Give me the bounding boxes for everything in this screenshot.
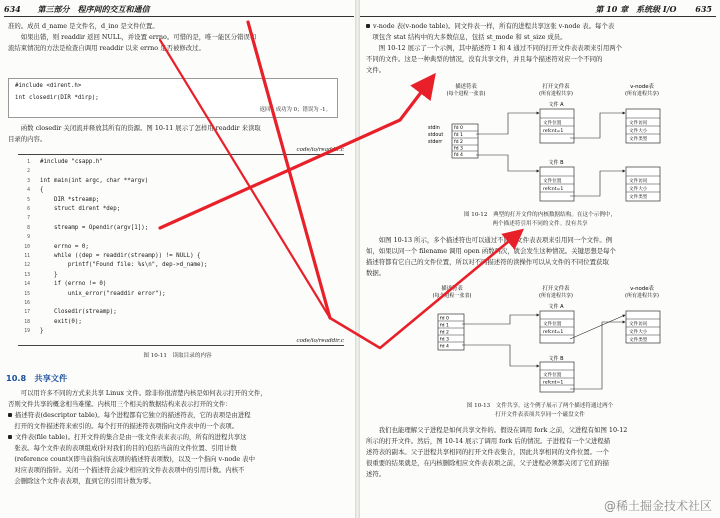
fig12-vnode: 文件大小 bbox=[629, 187, 648, 192]
body-line: 不同的文件。这是一种典型的情况，没有共享文件，并且每个描述符对应一个不同的 bbox=[366, 55, 603, 63]
code-line-number: 6 bbox=[27, 207, 30, 212]
fig12-pos: 文件位置 bbox=[543, 179, 562, 184]
code-line bbox=[18, 177, 344, 186]
figure-10-12 bbox=[380, 80, 700, 206]
left-running-header bbox=[4, 4, 354, 17]
bullet-item: 描述符表(descriptor table)。每个进程都有它独立的描述符表，它的表项是由进程 bbox=[8, 411, 251, 421]
fig12-ref: refcnt=1 bbox=[543, 187, 564, 192]
fig13-fd: fd 3 bbox=[440, 337, 449, 343]
body-line: 述符表的副本。父子进程共享相同的打开文件表集合，因此共享相同的文件位置。一个 bbox=[366, 448, 609, 456]
fig12-fd: fd 2 bbox=[454, 140, 463, 145]
code-file-bar-bottom bbox=[18, 337, 344, 346]
code-line bbox=[18, 243, 344, 252]
body-line: 打开的文件描述符来索引的。每个打开的描述符表项指向文件表中的一个表项。 bbox=[8, 422, 239, 430]
fig12-fd: fd 1 bbox=[454, 133, 463, 138]
left-page bbox=[0, 0, 355, 518]
code-line-text: } bbox=[40, 271, 58, 278]
code-line bbox=[18, 224, 344, 233]
fig13-fileB: 文件 B bbox=[548, 356, 564, 362]
body-line: 否则文件共享的概念相当难懂。内核用三个相关的数据结构来表示打开的文件： bbox=[8, 400, 232, 408]
body-line: 如图 10-13 所示，多个描述符也可以通过不同的文件表表项来引用同一个文件。例 bbox=[366, 236, 613, 244]
fig13-subhead: (每个进程一张表) bbox=[432, 293, 472, 299]
code-file-bar-top bbox=[18, 146, 344, 155]
para-closedir: 函数 closedir 关闭流并释放其所有的资源。图 10-11 展示了怎样用 readdir 来读取 bbox=[8, 124, 261, 132]
fig12-vnode: 文件大小 bbox=[629, 129, 648, 134]
fig13-vnode: 文件大小 bbox=[629, 330, 648, 335]
code-line bbox=[18, 167, 344, 176]
fig12-subhead: (每个进程一张表) bbox=[446, 91, 486, 97]
code-line-number: 18 bbox=[24, 319, 30, 325]
fig13-subhead: (所有进程共享) bbox=[539, 293, 573, 299]
body-line: 描述符都有它自己的文件位置，所以对不同描述符的读操作可以从文件的不同位置获取 bbox=[366, 258, 609, 266]
body-line: 对应表项的指针。关闭一个描述符会减少相应的文件表表项中的引用计数。内核不 bbox=[8, 466, 245, 474]
code-line bbox=[18, 233, 344, 242]
fig12-std: stderr bbox=[428, 140, 443, 145]
figure-10-13 bbox=[380, 282, 700, 394]
fig13-caption: 图 10-13 文件共享。这个例子展示了两个描述符通过两个 bbox=[466, 403, 614, 409]
body-line: (reference count)(即当前指向该表项的描述符表项数)，以及一个指向 v-node 表中 bbox=[8, 455, 255, 463]
right-chapter-title: 第 10 章 系统级 I/O bbox=[595, 4, 677, 14]
right-page bbox=[360, 0, 720, 518]
body-line: 所示的打开文件。然后，图 10-14 展示了调用 fork 后的情况。子进程有一个父进程描 bbox=[366, 437, 611, 445]
code-listing bbox=[18, 158, 344, 348]
code-line-text: #include "csapp.h" bbox=[40, 159, 103, 165]
code-line-text: exit(0); bbox=[40, 318, 82, 325]
fig13-head: 描述符表 bbox=[441, 286, 463, 292]
fig12-vnode: 文件访问 bbox=[629, 179, 648, 184]
code-line-number: 17 bbox=[24, 310, 30, 316]
code-line-number: 13 bbox=[24, 272, 30, 278]
fig12-std: stdout bbox=[428, 133, 444, 138]
code-caption: 图 10-11 读取目录的内容 bbox=[143, 353, 212, 359]
code-line-text: while ((dep = readdir(streamp)) != NULL) { bbox=[40, 253, 201, 259]
section-heading: 10.8 共享文件 bbox=[6, 373, 68, 383]
body-line: 图 10-12 展示了一个示例，其中描述符 1 和 4 通过不同的打开文件表表项来引用两个 bbox=[366, 44, 623, 52]
para-closedir: 目录的内容。 bbox=[8, 135, 47, 143]
body-line: 述符。 bbox=[366, 470, 386, 478]
code-line bbox=[18, 318, 344, 327]
fig12-caption: 两个描述符引用不同的文件。没有共享 bbox=[492, 221, 588, 227]
fig13-vnode: 文件访问 bbox=[629, 322, 648, 327]
code-line-text: printf("Found file: %s\n", dep->d_name); bbox=[40, 262, 208, 269]
code-line-text: DIR *streamp; bbox=[40, 196, 100, 203]
code-line-number: 7 bbox=[27, 216, 30, 222]
code-line-number: 2 bbox=[27, 169, 30, 175]
code-line bbox=[18, 252, 344, 261]
watermark: @稀土掘金技术社区 bbox=[603, 499, 712, 513]
intro-line: 准的。成员 d_name 是文件名，d_ino 是文件位置。 bbox=[8, 22, 159, 30]
fig12-subhead: (所有进程共享) bbox=[625, 91, 659, 97]
fig12-pos: 文件位置 bbox=[543, 121, 562, 126]
fig12-head: 描述符表 bbox=[455, 84, 477, 90]
code-line bbox=[18, 186, 344, 195]
code-line-text: Closedir(streamp); bbox=[40, 309, 117, 316]
left-page-number: 634 bbox=[4, 4, 21, 14]
fig12-vnode: 文件访问 bbox=[629, 121, 648, 126]
code-line-number: 19 bbox=[24, 329, 30, 335]
fig12-vnode: 文件类型 bbox=[629, 137, 648, 142]
code-line-number: 12 bbox=[24, 263, 30, 269]
code-line-number: 14 bbox=[24, 282, 30, 288]
code-line bbox=[18, 308, 344, 317]
code-line-number: 16 bbox=[24, 301, 30, 306]
prototype-box bbox=[8, 78, 338, 118]
bullet-item: 文件表(file table)。打开文件的集合是由一张文件表来表示的，所有的进程共享这 bbox=[8, 433, 247, 443]
body-line: 很重要的结果就是，在内核删除相应文件表表项之前，父子进程必须都关闭了它们的描 bbox=[366, 459, 609, 467]
fig13-head: v-node表 bbox=[630, 286, 654, 292]
code-line bbox=[18, 271, 344, 280]
code-line-text: int main(int argc, char **argv) bbox=[40, 177, 149, 184]
code-line bbox=[18, 214, 344, 223]
code-line-number: 10 bbox=[24, 244, 30, 250]
fig13-head: 打开文件表 bbox=[542, 286, 570, 292]
code-line-number: 4 bbox=[27, 188, 30, 194]
fig13-fd: fd 2 bbox=[440, 330, 449, 336]
bullet-item: v-node 表(v-node table)。同文件表一样，所有的进程共享这张 v-node 表。每个表 bbox=[366, 22, 614, 32]
code-line bbox=[18, 196, 344, 205]
code-line bbox=[18, 158, 344, 167]
proto-returns: 返回：成功为 0；错误为 -1。 bbox=[259, 107, 331, 113]
fig12-fileB: 文件 B bbox=[548, 160, 564, 166]
proto-signature: int closedir(DIR *dirp); bbox=[15, 95, 99, 101]
code-line-number: 1 bbox=[27, 160, 30, 165]
code-line-number: 8 bbox=[27, 225, 30, 231]
fig12-std: stdin bbox=[428, 126, 440, 131]
code-line bbox=[18, 290, 344, 299]
fig12-ref: refcnt=1 bbox=[543, 129, 564, 134]
body-line: 文件。 bbox=[366, 66, 386, 74]
code-line bbox=[18, 299, 344, 308]
fig13-fileA: 文件 A bbox=[548, 304, 564, 310]
code-line bbox=[18, 280, 344, 289]
code-line bbox=[18, 205, 344, 214]
fig13-subhead: (所有进程共享) bbox=[625, 293, 659, 299]
fig12-head: v-node表 bbox=[630, 84, 654, 90]
right-page-number: 635 bbox=[695, 4, 712, 14]
code-line-number: 3 bbox=[27, 178, 30, 184]
fig13-caption: 打开文件表表项共享同一个磁盘文件 bbox=[495, 412, 585, 418]
fig13-fd: fd 4 bbox=[440, 344, 449, 350]
code-line-text: errno = 0; bbox=[40, 243, 89, 250]
fig12-fd: fd 0 bbox=[454, 126, 463, 131]
fig12-fileA: 文件 A bbox=[548, 102, 564, 108]
body-line: 张表。每个文件表的表项组成(针对我们的目的)包括当前的文件位置、引用计数 bbox=[8, 444, 237, 452]
fig13-ref: refcnt=1 bbox=[543, 330, 564, 335]
intro-line: 流结束情况的方法是检查自调用 readdir 以来 errno 是否被修改过。 bbox=[8, 44, 205, 52]
proto-include: #include <dirent.h> bbox=[15, 83, 82, 89]
code-line-text: struct dirent *dep; bbox=[40, 206, 121, 212]
fig12-head: 打开文件表 bbox=[542, 84, 570, 90]
code-line-number: 9 bbox=[27, 235, 30, 241]
body-line: 我们也能理解父子进程是如何共享文件的。假设在调用 fork 之前，父进程有如图 10-12 bbox=[366, 426, 628, 434]
code-file-name: code/io/readdir.c bbox=[296, 147, 344, 153]
fig13-pos: 文件位置 bbox=[543, 373, 562, 378]
code-line-text: if (errno != 0) bbox=[40, 281, 107, 288]
fig13-ref: refcnt=1 bbox=[543, 380, 564, 386]
body-line: 可以用许多不同的方式来共享 Linux 文件。除非你很清楚内核是如何表示打开的文件， bbox=[8, 389, 267, 397]
fig13-pos: 文件位置 bbox=[543, 322, 562, 327]
body-line: 项包含 stat 结构中的大多数信息，包括 st_mode 和 st_size 成员。 bbox=[366, 33, 567, 41]
fig12-subhead: (所有进程共享) bbox=[539, 91, 573, 97]
left-part-title: 第三部分 程序间的交互和通信 bbox=[37, 4, 150, 14]
fig12-caption: 图 10-12 典型的打开文件的内核数据结构。在这个示例中， bbox=[463, 212, 617, 218]
bullet-icon bbox=[366, 24, 370, 28]
code-line-number: 5 bbox=[27, 197, 30, 203]
body-line: 数据。 bbox=[366, 269, 386, 277]
code-line bbox=[18, 261, 344, 270]
right-running-header bbox=[360, 4, 716, 17]
body-line: 如，如果以同一个 filename 调用 open 函数两次，就会发生这种情况。关键思想是每个 bbox=[366, 247, 616, 255]
fig12-fd: fd 4 bbox=[454, 153, 463, 158]
code-line-number: 11 bbox=[24, 254, 30, 259]
code-line-text: streamp = Opendir(argv[1]); bbox=[40, 224, 149, 231]
fig12-fd: fd 3 bbox=[454, 146, 463, 152]
code-line-text: unix_error("readdir error"); bbox=[40, 290, 166, 297]
intro-line: 如果出错，则 readdir 返回 NULL，并设置 errno。可惜的是，唯一能区分错误和 bbox=[8, 33, 257, 41]
fig13-vnode: 文件类型 bbox=[629, 338, 648, 343]
bullet-icon bbox=[8, 435, 12, 439]
code-line bbox=[18, 327, 344, 336]
code-line-number: 15 bbox=[24, 291, 30, 297]
code-line-text: } bbox=[40, 328, 44, 335]
fig13-fd: fd 1 bbox=[440, 323, 449, 329]
body-line: 会删除这个文件表表项，直到它的引用计数为零。 bbox=[8, 477, 155, 485]
code-file-name: code/io/readdir.c bbox=[296, 338, 344, 344]
bullet-icon bbox=[8, 413, 12, 417]
fig12-vnode: 文件类型 bbox=[629, 195, 648, 200]
code-line-text: { bbox=[40, 187, 44, 194]
fig13-fd: fd 0 bbox=[440, 316, 449, 322]
